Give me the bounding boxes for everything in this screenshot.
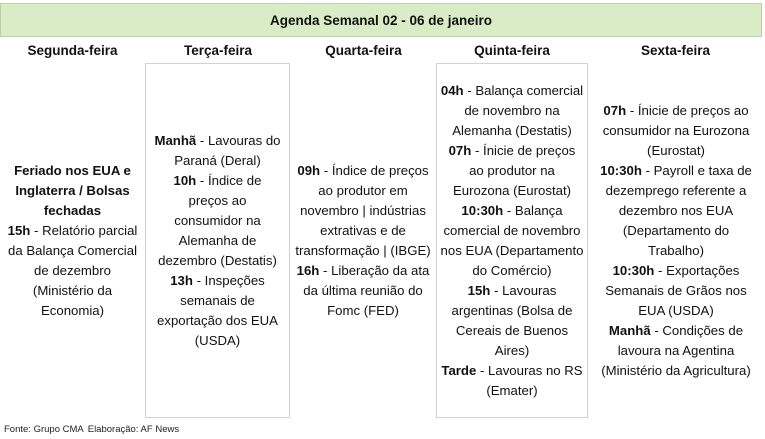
footer-source bbox=[4, 424, 183, 435]
header-terca: Terça-feira bbox=[183, 42, 253, 58]
event-time: 10:30h bbox=[600, 162, 642, 178]
column-segunda bbox=[2, 63, 143, 418]
header-quinta: Quinta-feira bbox=[474, 42, 550, 58]
header-segunda: Segunda-feira bbox=[27, 42, 118, 58]
event-text: - Balança comercial de novembro nos EUA (Departamento do Comércio) bbox=[440, 202, 584, 278]
event-text: - Balança comercial de novembro na Alemanha (Destatis) bbox=[452, 82, 584, 138]
event-entry bbox=[596, 321, 756, 381]
event-time: 10:30h bbox=[461, 202, 504, 218]
event-time: 16h bbox=[296, 262, 320, 278]
event-time: 10h bbox=[173, 172, 197, 188]
event-text: - Índice de preços ao produtor em novembro | indústrias extrativas e de transformação | (IBGE) bbox=[295, 162, 431, 258]
event-time: 15h bbox=[7, 222, 31, 238]
event-time: 07h bbox=[448, 142, 472, 158]
event-text: - Liberação da ata da última reunião do Fomc (FED) bbox=[303, 262, 430, 318]
event-text: - Inspeções semanais de exportação dos EUA (USDA) bbox=[157, 272, 278, 348]
event-text: - Lavouras argentinas (Bolsa de Cereais de Buenos Aires) bbox=[451, 282, 573, 358]
event-time: Manhã bbox=[154, 132, 197, 148]
event-text: - Relatório parcial da Balança Comercial de dezembro (Ministério da Economia) bbox=[7, 222, 138, 318]
event-text: - Exportações Semanais de Grãos nos EUA (USDA) bbox=[605, 262, 747, 318]
event-entry bbox=[596, 261, 756, 321]
column-terca bbox=[145, 63, 290, 418]
event-entry bbox=[295, 161, 431, 261]
event-time: Feriado nos EUA e Inglaterra / Bolsas fechadas bbox=[14, 162, 131, 218]
column-quarta bbox=[292, 63, 434, 418]
event-entry bbox=[440, 361, 584, 401]
event-entry bbox=[154, 131, 281, 171]
event-time: 07h bbox=[603, 102, 627, 118]
event-text: - Lavouras no RS (Emater) bbox=[476, 362, 583, 398]
event-entry bbox=[596, 101, 756, 161]
event-time: 15h bbox=[467, 282, 491, 298]
agenda-title: Agenda Semanal 02 - 06 de janeiro bbox=[0, 3, 762, 37]
source-text: Fonte: Grupo CMA bbox=[4, 424, 84, 435]
event-entry bbox=[596, 161, 756, 261]
event-entry bbox=[154, 171, 281, 271]
event-text: - Payroll e taxa de dezemprego referente a dezembro nos EUA (Departamento do Trabalho) bbox=[605, 162, 752, 258]
event-entry bbox=[6, 221, 139, 321]
header-sexta: Sexta-feira bbox=[640, 42, 711, 58]
event-entry bbox=[295, 261, 431, 321]
event-entry bbox=[440, 201, 584, 281]
event-entry bbox=[154, 271, 281, 351]
event-text: - Índice de preços ao consumidor na Alemanha de dezembro (Destatis) bbox=[158, 172, 277, 268]
event-text: - Ínicie de preços ao produtor na Eurozona (Eurostat) bbox=[452, 142, 576, 198]
event-time: Tarde bbox=[441, 362, 477, 378]
event-entry bbox=[440, 81, 584, 141]
event-time: 09h bbox=[297, 162, 321, 178]
event-time: 10:30h bbox=[612, 262, 655, 278]
event-time: 04h bbox=[440, 82, 464, 98]
event-text: - Lavouras do Paraná (Deral) bbox=[174, 132, 281, 168]
event-entry bbox=[440, 141, 584, 201]
credit-text: Elaboração: AF News bbox=[87, 424, 180, 435]
event-text: - Condições de lavoura na Agentina (Ministério da Agricultura) bbox=[601, 322, 751, 378]
event-time: Manhã bbox=[608, 322, 651, 338]
header-quarta: Quarta-feira bbox=[325, 42, 402, 58]
event-time: 13h bbox=[170, 272, 193, 288]
event-entry bbox=[6, 161, 139, 221]
event-text: - Ínicie de preços ao consumidor na Eurozona (Eurostat) bbox=[602, 102, 750, 158]
column-sexta bbox=[590, 63, 762, 418]
event-entry bbox=[440, 281, 584, 361]
column-quinta bbox=[436, 63, 588, 418]
